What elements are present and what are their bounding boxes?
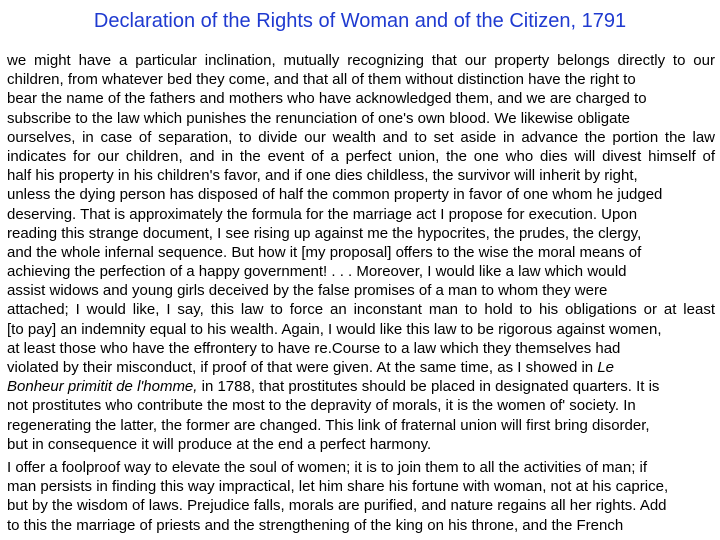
- text-line: unless the dying person has disposed of half the common property in favor of one whom he judged: [7, 186, 663, 204]
- text-line: subscribe to the law which punishes the renunciation of one's own blood. We likewise obligate: [7, 109, 630, 127]
- italic-title-start: Le: [597, 359, 614, 376]
- document-title: Declaration of the Rights of Woman and of the Citizen, 1791: [93, 10, 627, 32]
- text-line: half his property in his children's favor, and if one dies childless, the survivor will inherit by right,: [7, 167, 638, 185]
- text-line: to this the marriage of priests and the strengthening of the king on his throne, and the French: [7, 516, 624, 534]
- text-line: assist widows and young girls deceived by the false promises of a man to whom they were: [7, 282, 608, 300]
- text-line: man persists in finding this way impractical, let him share his fortune with woman, not at his caprice,: [7, 478, 669, 496]
- text-line: not prostitutes who contribute the most to the depravity of morals, it is the women of' society. In: [7, 397, 636, 415]
- text-line: deserving. That is approximately the formula for the marriage act I propose for execution. Upon: [7, 205, 638, 223]
- text-line: regenerating the latter, the former are changed. This link of fraternal union will first bring disorder,: [7, 416, 650, 434]
- document-body: [7, 51, 715, 535]
- text-segment: in 1788, that prostitutes should be placed in designated quarters. It is: [197, 378, 660, 396]
- text-line: children, from whatever bed they come, and that all of them without distinction have the right to: [7, 71, 636, 89]
- text-segment: violated by their misconduct, if proof of that were given. At the same time, as I showed in: [7, 359, 594, 376]
- italic-title: Bonheur primitit de l'homme,: [7, 378, 198, 396]
- text-line: attached; I would like, I say, this law to force an inconstant man to hold to his obligations or at least: [7, 301, 715, 319]
- text-line: at least those who have the effrontery to have re.Course to a law which they themselves had: [7, 339, 621, 357]
- text-line: achieving the perfection of a happy government! . . . Moreover, I would like a law which would: [7, 263, 627, 281]
- text-line: but by the wisdom of laws. Prejudice falls, morals are purified, and nature regains all her rights. Add: [7, 497, 667, 515]
- text-line: ourselves, in case of separation, to divide our wealth and to set aside in advance the portion the law: [7, 128, 715, 146]
- text-line: [7, 358, 715, 377]
- text-line: [7, 377, 715, 396]
- text-line: bear the name of the fathers and mothers who have acknowledged them, and we are charged to: [7, 90, 647, 108]
- text-line: indicates for our children, and in the event of a perfect union, the one who dies will divest himself of: [7, 147, 715, 165]
- text-line: but in consequence it will produce at the end a perfect harmony.: [7, 435, 432, 453]
- text-line: reading this strange document, I see rising up against me the hypocrites, the prudes, the clergy,: [7, 224, 642, 242]
- text-line: [to pay] an indemnity equal to his wealth. Again, I would like this law to be rigorous against women,: [7, 320, 662, 338]
- text-line: and the whole infernal sequence. But how it [my proposal] offers to the wise the moral means of: [7, 243, 642, 261]
- text-line: I offer a foolproof way to elevate the soul of women; it is to join them to all the activities of man; if: [7, 458, 648, 476]
- text-line: we might have a particular inclination, mutually recognizing that our property belongs directly to our: [7, 52, 715, 69]
